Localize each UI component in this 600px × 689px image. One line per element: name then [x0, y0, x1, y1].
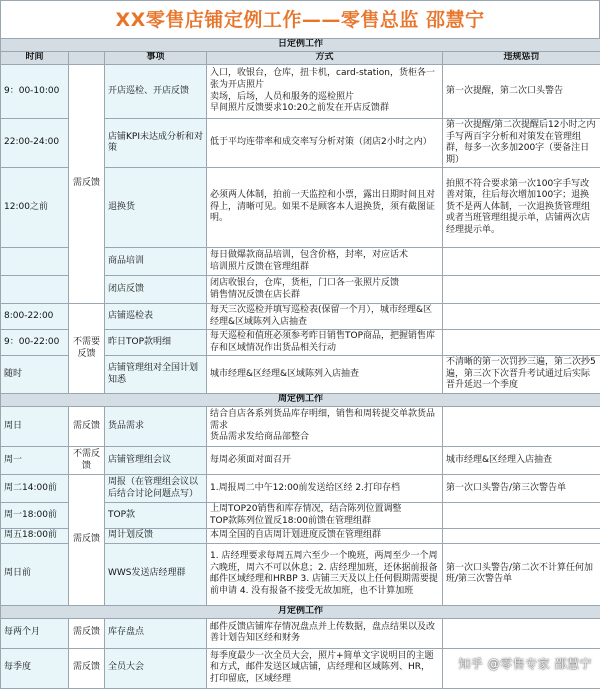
feedback-cell: 不需反馈 — [69, 447, 105, 475]
time-cell: 8:00-22:00 — [1, 304, 69, 330]
feedback-cell: 需反馈 — [69, 648, 105, 688]
penalty-cell — [443, 503, 600, 529]
penalty-cell: 拍照不符合要求第一次100字手写改善对策，往后每次增加100字；退换货不是两人体制，一次退换货管理组或者当班管理组提示单，店铺两次店经理提示单。 — [443, 168, 600, 248]
method-cell: 1. 店经理要求每周五周六至少一个晚班，两周至少一个周六晚班，周六不可以休息；2. 店经理加班，还休据前报备邮件区域经理和HRBP 3. 店铺三天及以上任何假期需要提前申请 4. 没有报备不接受无故加班，也不计算加班 — [207, 543, 443, 605]
feedback-cell: 不需要反馈 — [69, 304, 105, 394]
penalty-cell — [443, 618, 600, 648]
item-cell: 退换货 — [105, 168, 207, 248]
time-cell: 随时 — [1, 356, 69, 394]
time-cell: 周日前 — [1, 543, 69, 605]
feedback-cell: 需反馈 — [69, 475, 105, 606]
time-cell: 周日 — [1, 407, 69, 447]
time-cell: 9：00-22:00 — [1, 330, 69, 356]
header-time: 时间 — [1, 52, 69, 65]
penalty-cell: 第一次口头警告/第二次不计算任何加班/第三次警告单 — [443, 543, 600, 605]
method-cell: 每周必须面对面召开 — [207, 447, 443, 475]
penalty-cell — [443, 330, 600, 356]
section-weekly: 周定例工作 — [1, 394, 600, 407]
penalty-cell: 城市经理&区经理入店抽查 — [443, 447, 600, 475]
method-cell: 上周TOP20销售和库存情况，结合陈列位置调整 TOP款陈列位置反18:00前馈在管理组群 — [207, 503, 443, 529]
penalty-cell: 不清晰的第一次罚抄三遍，第二次抄5遍，第三次下次晋升考试通过后实际晋升延迟一个季度 — [443, 356, 600, 394]
feedback-cell: 需反馈 — [69, 65, 105, 304]
time-cell: 每两个月 — [1, 618, 69, 648]
method-cell: 每天巡检和值班必须参考昨日销售TOP商品，把握销售库存和区域情况作出货品相关行动 — [207, 330, 443, 356]
method-cell: 邮件反馈店铺库存情况盘点并上传数据，盘点结果以及改善计划告知区经和财务 — [207, 618, 443, 648]
header-feedback — [69, 52, 105, 65]
header-item: 事项 — [105, 52, 207, 65]
routine-work-table — [0, 38, 600, 689]
item-cell: 店铺巡检表 — [105, 304, 207, 330]
time-cell: 周一18:00前 — [1, 503, 69, 529]
document-title: XX零售店铺定例工作——零售总监 邵慧宁 — [0, 0, 600, 38]
item-cell: 昨日TOP款明细 — [105, 330, 207, 356]
time-cell: 周五18:00前 — [1, 529, 69, 544]
item-cell: 店铺管理组对全国计划知悉 — [105, 356, 207, 394]
table-row — [1, 475, 600, 503]
item-cell: 全员大会 — [105, 648, 207, 688]
time-cell: 22:00-24:00 — [1, 119, 69, 168]
feedback-cell: 需反馈 — [69, 618, 105, 648]
table-row — [1, 447, 600, 475]
item-cell: WWS发送店经理群 — [105, 543, 207, 605]
time-cell: 周二14:00前 — [1, 475, 69, 503]
item-cell: 货品需求 — [105, 407, 207, 447]
feedback-cell: 需反馈 — [69, 407, 105, 447]
time-cell: 每季度 — [1, 648, 69, 688]
item-cell: 周计划反馈 — [105, 529, 207, 544]
method-cell: 闭店收银台，仓库，货柜，门口各一张照片反馈 销售情况反馈在店长群 — [207, 276, 443, 304]
method-cell: 必须两人体制，拍前一天监控和小票，露出日期时间且对得上，清晰可见。如果不是顾客本人退换货，须有截图证明。 — [207, 168, 443, 248]
penalty-cell: 第一次提醒/第二次提醒后12小时之内手写两百字分析和对策发在管理组群，每多一次多加200字（要备注日期） — [443, 119, 600, 168]
penalty-cell: 第一次口头警告/第三次警告单 — [443, 475, 600, 503]
method-cell: 入口，收银台，仓库，扭卡机，card-station，货柜各一张为开店照片 卖场，后场，人员和服务的巡检照片 早间照片反馈要求10:20之前发在开店反馈群 — [207, 65, 443, 119]
item-cell: 周报（在管理组会议以后结合讨论问题点写） — [105, 475, 207, 503]
item-cell: 闭店反馈 — [105, 276, 207, 304]
method-cell: 每天三次巡检并填写巡检表(保留一个月），城市经理&区经理&区域陈列入店抽查 — [207, 304, 443, 330]
table-row — [1, 65, 600, 119]
header-method: 方式 — [207, 52, 443, 65]
method-cell: 结合自店各系列货品库存明细，销售和周转提交单款货品需求 货品需求发给商品部整合 — [207, 407, 443, 447]
header-penalty: 违规惩罚 — [443, 52, 600, 65]
item-cell: 店铺KPI未达成分析和对策 — [105, 119, 207, 168]
table-header — [1, 52, 600, 65]
penalty-cell — [443, 304, 600, 330]
table-row — [1, 407, 600, 447]
method-cell: 1.周报周二中午12:00前发送给区经 2.打印存档 — [207, 475, 443, 503]
section-daily: 日定例工作 — [1, 39, 600, 52]
penalty-cell: 第一次提醒，第二次口头警告 — [443, 65, 600, 119]
table-row — [1, 304, 600, 330]
time-cell: 12:00之前 — [1, 168, 69, 248]
item-cell: 店铺管理组会议 — [105, 447, 207, 475]
item-cell: 开店巡检、开店反馈 — [105, 65, 207, 119]
penalty-cell — [443, 529, 600, 544]
method-cell: 本周全国的自店周计划进度反馈在管理组群 — [207, 529, 443, 544]
method-cell: 城市经理&区经理&区域陈列入店抽查 — [207, 356, 443, 394]
time-cell — [1, 276, 69, 304]
item-cell: TOP款 — [105, 503, 207, 529]
item-cell: 库存盘点 — [105, 618, 207, 648]
section-monthly: 月定例工作 — [1, 605, 600, 618]
item-cell: 商品培训 — [105, 248, 207, 276]
penalty-cell — [443, 407, 600, 447]
table-row — [1, 618, 600, 648]
method-cell: 低于平均连带率和成交率写分析对策（闭店2小时之内） — [207, 119, 443, 168]
time-cell: 9：00-10:00 — [1, 65, 69, 119]
watermark: 知乎 @零售专家 邵慧宁 — [458, 655, 592, 672]
penalty-cell — [443, 276, 600, 304]
method-cell: 每日做爆款商品培训，包含价格，封率，对应话术 培训照片反馈在管理组群 — [207, 248, 443, 276]
time-cell — [1, 248, 69, 276]
time-cell: 周一 — [1, 447, 69, 475]
penalty-cell — [443, 248, 600, 276]
method-cell: 每季度最少一次全员大会，照片+简单文字说明目的主题和方式，邮件发送区域店铺，店经理和区域陈列、HR，打印留底，区域经理 — [207, 648, 443, 688]
